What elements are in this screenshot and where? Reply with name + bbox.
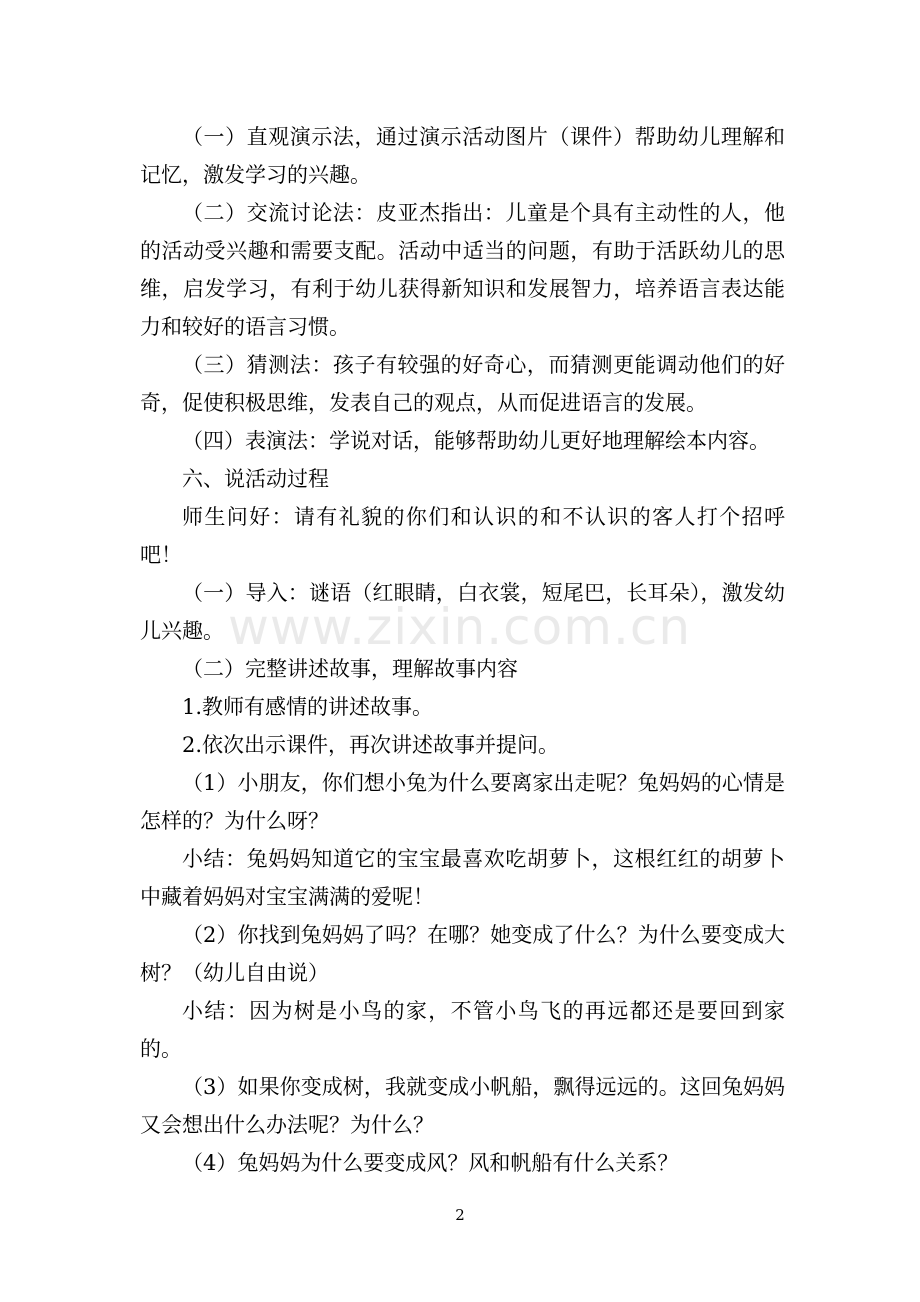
watermark: www.zixin.com.cn	[228, 598, 692, 656]
paragraph-method-1: （一）直观演示法，通过演示活动图片（课件）帮助幼儿理解和记忆，激发学习的兴趣。	[140, 125, 785, 187]
paragraph-intro: （一）导入：谜语（红眼睛，白衣裳，短尾巴，长耳朵），激发幼儿兴趣。	[140, 581, 785, 643]
paragraph-question-2: （2）你找到兔妈妈了吗？在哪？她变成了什么？为什么要变成大树？（幼儿自由说）	[140, 923, 785, 985]
paragraph-method-3: （三）猜测法：孩子有较强的好奇心，而猜测更能调动他们的好奇，促使积极思维，发表自己的观点，从而促进语言的发展。	[140, 353, 785, 415]
section-heading-process: 六、说活动过程	[182, 467, 329, 491]
page-number: 2	[455, 1206, 465, 1224]
paragraph-method-2: （二）交流讨论法：皮亚杰指出：儿童是个具有主动性的人，他的活动受兴趣和需要支配。活动中适当的问题，有助于活跃幼儿的思维，启发学习，有利于幼儿获得新知识和发展智力，培养语言表达能力和较好的语言习惯。	[140, 201, 785, 339]
paragraph-method-4: （四）表演法：学说对话，能够帮助幼儿更好地理解绘本内容。	[182, 429, 770, 453]
paragraph-step-2: 2.依次出示课件，再次讲述故事并提问。	[182, 733, 560, 757]
paragraph-step-1: 1.教师有感情的讲述故事。	[182, 695, 434, 719]
paragraph-story-heading: （二）完整讲述故事，理解故事内容	[182, 657, 518, 681]
paragraph-question-1: （1）小朋友，你们想小兔为什么要离家出走呢？兔妈妈的心情是怎样的？为什么呀？	[140, 771, 785, 833]
paragraph-greeting: 师生问好：请有礼貌的你们和认识的和不认识的客人打个招呼吧！	[140, 505, 785, 567]
paragraph-summary-2: 小结：因为树是小鸟的家，不管小鸟飞的再远都还是要回到家的。	[140, 999, 785, 1061]
paragraph-question-4: （4）兔妈妈为什么要变成风？风和帆船有什么关系？	[182, 1151, 679, 1175]
paragraph-question-3: （3）如果你变成树，我就变成小帆船，飘得远远的。这回兔妈妈又会想出什么办法呢？为什么？	[140, 1075, 785, 1137]
paragraph-summary-1: 小结：兔妈妈知道它的宝宝最喜欢吃胡萝卜，这根红红的胡萝卜中藏着妈妈对宝宝满满的爱呢！	[140, 847, 785, 909]
